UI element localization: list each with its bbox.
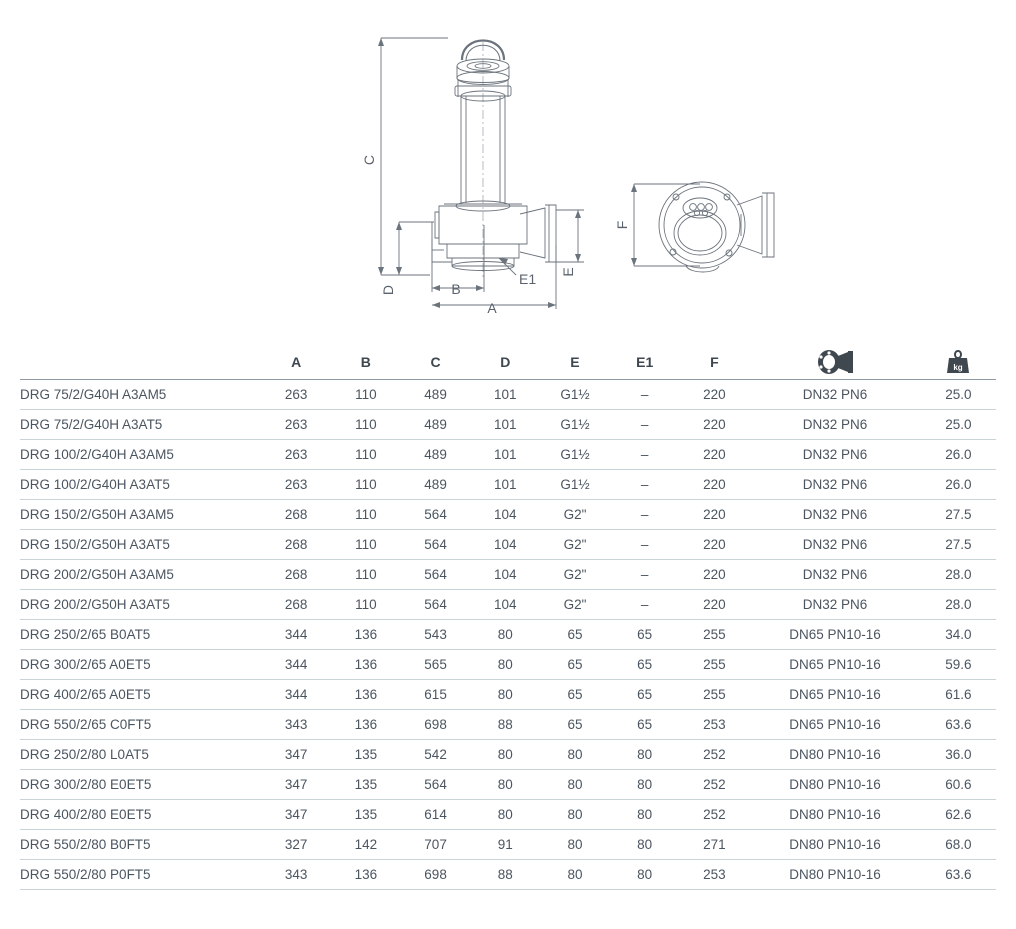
cell-a: 263 bbox=[261, 410, 331, 440]
cell-c: 489 bbox=[401, 380, 471, 410]
cell-b: 110 bbox=[331, 380, 401, 410]
dim-label-d: D bbox=[380, 284, 396, 296]
cell-d: 80 bbox=[470, 800, 540, 830]
cell-model: DRG 550/2/80 P0FT5 bbox=[20, 860, 261, 890]
cell-weight: 36.0 bbox=[921, 740, 996, 770]
cell-a: 263 bbox=[261, 470, 331, 500]
cell-f: 220 bbox=[680, 410, 750, 440]
col-header-weight bbox=[921, 345, 996, 380]
cell-d: 101 bbox=[470, 440, 540, 470]
cell-f: 220 bbox=[680, 380, 750, 410]
cell-weight: 26.0 bbox=[921, 470, 996, 500]
cell-connection: DN80 PN10-16 bbox=[749, 770, 921, 800]
cell-model: DRG 400/2/80 E0ET5 bbox=[20, 800, 261, 830]
cell-e1: 80 bbox=[610, 770, 680, 800]
cell-f: 253 bbox=[680, 710, 750, 740]
cell-a: 268 bbox=[261, 530, 331, 560]
col-header-f: F bbox=[680, 345, 750, 380]
cell-d: 104 bbox=[470, 590, 540, 620]
table-body bbox=[20, 380, 996, 890]
cell-weight: 27.5 bbox=[921, 530, 996, 560]
cell-connection: DN80 PN10-16 bbox=[749, 800, 921, 830]
cell-model: DRG 100/2/G40H A3AT5 bbox=[20, 470, 261, 500]
cell-e1: 80 bbox=[610, 800, 680, 830]
cell-c: 489 bbox=[401, 440, 471, 470]
cell-connection: DN80 PN10-16 bbox=[749, 830, 921, 860]
cell-connection: DN80 PN10-16 bbox=[749, 740, 921, 770]
cell-connection: DN80 PN10-16 bbox=[749, 860, 921, 890]
cell-e1: – bbox=[610, 410, 680, 440]
cell-weight: 61.6 bbox=[921, 680, 996, 710]
cell-b: 136 bbox=[331, 680, 401, 710]
table-row bbox=[20, 800, 996, 830]
table-row bbox=[20, 410, 996, 440]
cell-model: DRG 100/2/G40H A3AM5 bbox=[20, 440, 261, 470]
cell-e1: 65 bbox=[610, 620, 680, 650]
drawing-svg bbox=[0, 0, 1016, 345]
cell-connection: DN32 PN6 bbox=[749, 380, 921, 410]
cell-e1: – bbox=[610, 590, 680, 620]
cell-c: 489 bbox=[401, 410, 471, 440]
cell-e1: – bbox=[610, 380, 680, 410]
cell-weight: 63.6 bbox=[921, 710, 996, 740]
cell-weight: 25.0 bbox=[921, 380, 996, 410]
cell-a: 268 bbox=[261, 590, 331, 620]
cell-e: G1½ bbox=[540, 440, 610, 470]
cell-f: 253 bbox=[680, 860, 750, 890]
cell-a: 327 bbox=[261, 830, 331, 860]
dim-label-f: F bbox=[614, 220, 630, 230]
cell-f: 252 bbox=[680, 800, 750, 830]
cell-model: DRG 250/2/80 L0AT5 bbox=[20, 740, 261, 770]
cell-b: 135 bbox=[331, 740, 401, 770]
cell-model: DRG 400/2/65 A0ET5 bbox=[20, 680, 261, 710]
cell-e: 65 bbox=[540, 650, 610, 680]
cell-e1: 65 bbox=[610, 710, 680, 740]
cell-f: 220 bbox=[680, 470, 750, 500]
cell-c: 489 bbox=[401, 470, 471, 500]
cell-connection: DN32 PN6 bbox=[749, 500, 921, 530]
cell-model: DRG 250/2/65 B0AT5 bbox=[20, 620, 261, 650]
cell-weight: 25.0 bbox=[921, 410, 996, 440]
cell-f: 271 bbox=[680, 830, 750, 860]
table-header-row bbox=[20, 345, 996, 380]
pump-dimension-drawing bbox=[0, 0, 1016, 345]
cell-e: 80 bbox=[540, 770, 610, 800]
cell-c: 707 bbox=[401, 830, 471, 860]
cell-d: 80 bbox=[470, 620, 540, 650]
cell-c: 564 bbox=[401, 560, 471, 590]
cell-connection: DN65 PN10-16 bbox=[749, 650, 921, 680]
col-header-e1: E1 bbox=[610, 345, 680, 380]
cell-f: 255 bbox=[680, 650, 750, 680]
cell-model: DRG 150/2/G50H A3AT5 bbox=[20, 530, 261, 560]
cell-model: DRG 200/2/G50H A3AM5 bbox=[20, 560, 261, 590]
cell-e: G1½ bbox=[540, 470, 610, 500]
cell-weight: 62.6 bbox=[921, 800, 996, 830]
cell-e: G1½ bbox=[540, 380, 610, 410]
cell-weight: 26.0 bbox=[921, 440, 996, 470]
cell-connection: DN32 PN6 bbox=[749, 590, 921, 620]
table-header bbox=[20, 345, 996, 380]
table-row bbox=[20, 830, 996, 860]
cell-b: 110 bbox=[331, 560, 401, 590]
cell-connection: DN32 PN6 bbox=[749, 470, 921, 500]
cell-a: 344 bbox=[261, 620, 331, 650]
cell-weight: 63.6 bbox=[921, 860, 996, 890]
table-row bbox=[20, 560, 996, 590]
table-row bbox=[20, 500, 996, 530]
col-header-connection bbox=[749, 345, 921, 380]
cell-connection: DN32 PN6 bbox=[749, 560, 921, 590]
cell-b: 135 bbox=[331, 770, 401, 800]
table-row bbox=[20, 590, 996, 620]
cell-connection: DN32 PN6 bbox=[749, 440, 921, 470]
cell-b: 110 bbox=[331, 410, 401, 440]
cell-b: 142 bbox=[331, 830, 401, 860]
cell-d: 80 bbox=[470, 770, 540, 800]
cell-model: DRG 550/2/65 C0FT5 bbox=[20, 710, 261, 740]
dim-label-e1: E1 bbox=[519, 271, 537, 287]
cell-a: 343 bbox=[261, 860, 331, 890]
col-header-c: C bbox=[401, 345, 471, 380]
cell-b: 136 bbox=[331, 710, 401, 740]
cell-f: 220 bbox=[680, 500, 750, 530]
cell-weight: 27.5 bbox=[921, 500, 996, 530]
cell-weight: 28.0 bbox=[921, 560, 996, 590]
dim-label-e: E bbox=[560, 267, 576, 277]
cell-c: 698 bbox=[401, 860, 471, 890]
table-row bbox=[20, 470, 996, 500]
col-header-model bbox=[20, 345, 261, 380]
cell-d: 88 bbox=[470, 860, 540, 890]
cell-f: 220 bbox=[680, 560, 750, 590]
svg-text:kg: kg bbox=[953, 363, 964, 372]
table-row bbox=[20, 770, 996, 800]
cell-c: 565 bbox=[401, 650, 471, 680]
cell-b: 110 bbox=[331, 470, 401, 500]
cell-f: 252 bbox=[680, 740, 750, 770]
table-row bbox=[20, 380, 996, 410]
cell-e1: – bbox=[610, 530, 680, 560]
cell-c: 614 bbox=[401, 800, 471, 830]
cell-c: 542 bbox=[401, 740, 471, 770]
cell-e1: – bbox=[610, 560, 680, 590]
table-row bbox=[20, 440, 996, 470]
table-row bbox=[20, 620, 996, 650]
cell-e: 80 bbox=[540, 740, 610, 770]
cell-connection: DN32 PN6 bbox=[749, 530, 921, 560]
cell-c: 564 bbox=[401, 530, 471, 560]
cell-model: DRG 300/2/80 E0ET5 bbox=[20, 770, 261, 800]
col-header-d: D bbox=[470, 345, 540, 380]
cell-a: 347 bbox=[261, 740, 331, 770]
table-row bbox=[20, 680, 996, 710]
cell-b: 136 bbox=[331, 650, 401, 680]
cell-a: 268 bbox=[261, 500, 331, 530]
cell-e: 65 bbox=[540, 620, 610, 650]
table-row bbox=[20, 530, 996, 560]
cell-b: 110 bbox=[331, 500, 401, 530]
cell-connection: DN32 PN6 bbox=[749, 410, 921, 440]
cell-model: DRG 75/2/G40H A3AM5 bbox=[20, 380, 261, 410]
cell-weight: 59.6 bbox=[921, 650, 996, 680]
cell-d: 104 bbox=[470, 500, 540, 530]
cell-connection: DN65 PN10-16 bbox=[749, 620, 921, 650]
cell-model: DRG 300/2/65 A0ET5 bbox=[20, 650, 261, 680]
table-row bbox=[20, 650, 996, 680]
cell-b: 110 bbox=[331, 530, 401, 560]
flange-icon bbox=[749, 349, 921, 375]
cell-b: 136 bbox=[331, 860, 401, 890]
cell-f: 220 bbox=[680, 440, 750, 470]
cell-e: G2" bbox=[540, 560, 610, 590]
cell-weight: 34.0 bbox=[921, 620, 996, 650]
cell-e1: – bbox=[610, 470, 680, 500]
cell-f: 255 bbox=[680, 680, 750, 710]
cell-a: 343 bbox=[261, 710, 331, 740]
cell-e: 80 bbox=[540, 800, 610, 830]
cell-f: 252 bbox=[680, 770, 750, 800]
cell-b: 136 bbox=[331, 620, 401, 650]
cell-e: 80 bbox=[540, 860, 610, 890]
cell-a: 263 bbox=[261, 380, 331, 410]
cell-model: DRG 200/2/G50H A3AT5 bbox=[20, 590, 261, 620]
dim-label-a: A bbox=[487, 300, 497, 316]
cell-a: 263 bbox=[261, 440, 331, 470]
cell-f: 255 bbox=[680, 620, 750, 650]
cell-e1: 80 bbox=[610, 740, 680, 770]
cell-b: 110 bbox=[331, 590, 401, 620]
table-row bbox=[20, 710, 996, 740]
cell-e: 80 bbox=[540, 830, 610, 860]
cell-b: 110 bbox=[331, 440, 401, 470]
cell-e: G1½ bbox=[540, 410, 610, 440]
cell-connection: DN65 PN10-16 bbox=[749, 710, 921, 740]
cell-e: G2" bbox=[540, 590, 610, 620]
cell-e: 65 bbox=[540, 680, 610, 710]
cell-d: 88 bbox=[470, 710, 540, 740]
dimensions-table bbox=[20, 345, 996, 890]
cell-e1: 80 bbox=[610, 830, 680, 860]
dim-label-c: C bbox=[361, 154, 377, 166]
cell-e: 65 bbox=[540, 710, 610, 740]
cell-connection: DN65 PN10-16 bbox=[749, 680, 921, 710]
cell-f: 220 bbox=[680, 590, 750, 620]
cell-e1: 65 bbox=[610, 680, 680, 710]
cell-c: 615 bbox=[401, 680, 471, 710]
cell-a: 344 bbox=[261, 680, 331, 710]
table-row bbox=[20, 740, 996, 770]
cell-d: 101 bbox=[470, 380, 540, 410]
dim-label-b: B bbox=[451, 281, 461, 297]
cell-d: 104 bbox=[470, 560, 540, 590]
cell-d: 101 bbox=[470, 470, 540, 500]
cell-a: 268 bbox=[261, 560, 331, 590]
cell-c: 564 bbox=[401, 590, 471, 620]
cell-e1: 65 bbox=[610, 650, 680, 680]
cell-d: 91 bbox=[470, 830, 540, 860]
cell-d: 101 bbox=[470, 410, 540, 440]
cell-c: 564 bbox=[401, 770, 471, 800]
cell-b: 135 bbox=[331, 800, 401, 830]
cell-c: 564 bbox=[401, 500, 471, 530]
col-header-b: B bbox=[331, 345, 401, 380]
cell-weight: 60.6 bbox=[921, 770, 996, 800]
cell-e: G2" bbox=[540, 500, 610, 530]
cell-model: DRG 150/2/G50H A3AM5 bbox=[20, 500, 261, 530]
cell-d: 80 bbox=[470, 650, 540, 680]
cell-c: 698 bbox=[401, 710, 471, 740]
cell-d: 104 bbox=[470, 530, 540, 560]
cell-model: DRG 75/2/G40H A3AT5 bbox=[20, 410, 261, 440]
cell-d: 80 bbox=[470, 740, 540, 770]
cell-a: 347 bbox=[261, 770, 331, 800]
cell-a: 344 bbox=[261, 650, 331, 680]
table-row bbox=[20, 860, 996, 890]
cell-model: DRG 550/2/80 B0FT5 bbox=[20, 830, 261, 860]
weight-kg-icon bbox=[921, 349, 996, 375]
cell-e1: – bbox=[610, 440, 680, 470]
cell-d: 80 bbox=[470, 680, 540, 710]
cell-e1: 80 bbox=[610, 860, 680, 890]
cell-c: 543 bbox=[401, 620, 471, 650]
cell-weight: 28.0 bbox=[921, 590, 996, 620]
cell-e1: – bbox=[610, 500, 680, 530]
cell-f: 220 bbox=[680, 530, 750, 560]
col-header-a: A bbox=[261, 345, 331, 380]
col-header-e: E bbox=[540, 345, 610, 380]
cell-e: G2" bbox=[540, 530, 610, 560]
cell-a: 347 bbox=[261, 800, 331, 830]
cell-weight: 68.0 bbox=[921, 830, 996, 860]
